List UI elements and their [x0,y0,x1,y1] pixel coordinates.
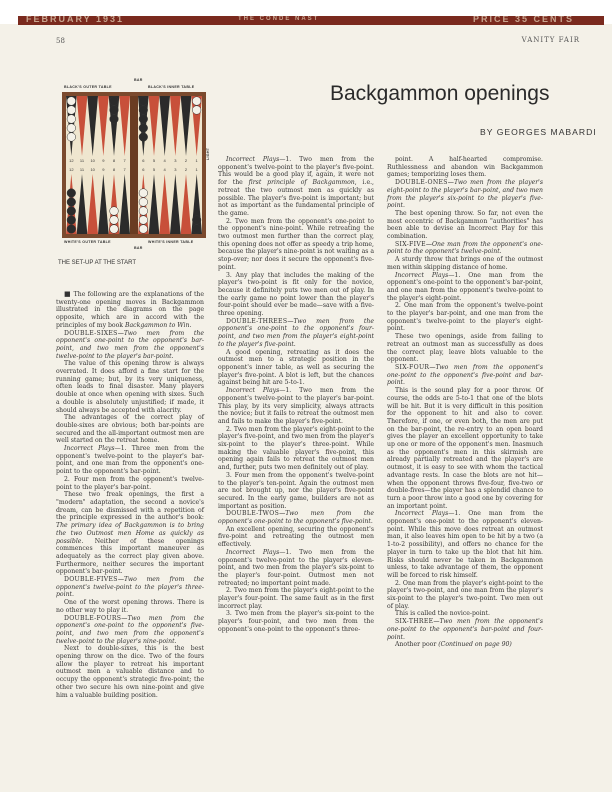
italic-text: Incorrect Plays [226,387,280,395]
paragraph [387,333,543,364]
backgammon-board-diagram [62,92,206,238]
page-number: 58 [56,37,65,45]
point-number-bottom: 2 [184,167,188,172]
paragraph [387,641,543,649]
checker [67,216,76,225]
paragraph [218,349,374,388]
paragraph [218,426,374,472]
move-heading: DOUBLE-SIXES [64,329,118,337]
checker [139,133,148,142]
label-bar-top: BAR [134,78,143,82]
text-column-3 [387,156,543,649]
paragraph [56,599,204,614]
italic-text: —Two men from the opponent's one-point to the opponent's five-point and bar-point. [387,363,543,387]
body-text: 2. Two men from the player's eight-point to the player's five-point, and two men from the player's six-point to the player's three-point. While making the valuable player's five-point, this opening again fails to retreat the outmost men and, further, puts two men definitely out of play. [218,425,374,472]
point-number-top: 5 [152,158,156,163]
body-text: 3. Two men from the player's six-point to the player's four-point, and two men from the opponent's one-point to the opponent's three- [218,610,374,633]
body-text: 3. Any play that includes the making of the player's two-point is fit only for the novice, because it definitely puts two men out of play. In the early game no point lower than the player's four-point should ever be made—save with a five-three opening. [218,271,374,318]
checker [139,124,148,133]
point-number-bottom: 11 [79,167,85,172]
paragraph [218,318,374,349]
paragraph [387,364,543,387]
point-number-top: 2 [184,158,188,163]
label-light: LIGHT [206,147,210,160]
paragraph [387,580,543,611]
checker [139,225,148,234]
checker [139,198,148,207]
body-text: —1. One man from the opponent's one-point to the opponent's bar-point, and one man from the opponent's twelve-point to the player's eight-point. [387,271,543,302]
checker [139,106,148,115]
paragraph [56,330,204,361]
italic-text: —Two men from the opponent's one-point to the opponent's bar-point and four-point. [387,618,543,641]
checker [192,97,201,106]
point-number-top: 8 [112,158,116,163]
italic-text: —One man from the opponent's one-point to the opponent's twelve-point. [387,240,543,256]
checker [139,216,148,225]
paragraph [56,414,204,445]
figure-caption: THE SET-UP AT THE START [58,260,137,266]
paragraph [387,610,543,618]
paragraph [56,645,204,699]
body-text: Another poor [395,641,439,649]
point-number-bottom: 9 [102,167,105,172]
text-column-2 [218,156,374,634]
checker [110,115,119,124]
paragraph [56,360,204,414]
body-text: The best opening throw. So far, not even the most eccentric of Backgammon "authorities" has been able to devise an Incorrect Play for this combination. [387,209,543,241]
move-heading: SIX-THREE [395,618,434,626]
paragraph [56,491,204,576]
move-heading: SIX-FOUR [395,363,430,371]
board-bar [130,96,138,234]
paragraph [218,387,374,426]
paragraph [56,476,204,491]
checker [67,106,76,115]
checker [67,207,76,216]
checker [110,207,119,216]
paragraph [387,256,543,271]
body-text: This is the sound play for a poor throw. Of course, the odds are 5-to-1 that one of the blots will be hit. But it is very difficult in this position for the opponent to hit and also to cover. Therefore, if one, or even both, the men are put on the bar-point, the re-entry to an open board gives the player an excellent opportunity to take up one or more of the opponent's men. Inasmuch as the opponent's men in this skirmish are already partially retreated and the player's are outmost, it is easy to see with whom the tactical advantage rests. In case the blots are not hit—when the opponent throws five-four, five-two or double-fives—the player has a splendid chance to turn a poor throw into a good one by covering for an important point. [387,387,543,510]
point-number-bottom: 5 [152,167,156,172]
checker [67,97,76,106]
point-number-top: 6 [142,158,145,163]
paragraph [218,218,374,272]
body-text: The value of this opening throw is always overrated. It does afford a fine start for the running game; but, by its very uniqueness, often leads to final disaster. Many players double at once when opening with sixes. Such a double is absolutely unjustified; if made, it should always be accepted with alacrity. [56,360,204,414]
body-text: —1. Three men from the opponent's twelve-point to the player's bar-point, and one man from the opponent's one-point to the opponent's bar-point. [56,445,204,476]
paragraph [387,156,543,179]
paragraph [218,587,374,610]
bullet-icon: ■ [64,290,74,298]
italic-text: Incorrect Plays [226,156,280,163]
point-number-bottom: 12 [69,167,74,172]
body-text: —1. Two men from the opponent's twelve-point to the player's five-point. This would be a good play if, again, it were not for the [218,156,374,187]
body-text: 2. Two men from the opponent's one-point to the opponent's nine-point. While retreating the two outmost men further than the correct play, this opening does not offer as speedy a trip home, because the player's nine-point is not waiting as a stop-over; nor does it secure the opponent's five-point. [218,217,375,271]
body-text: 2. Four men from the opponent's twelve-point to the player's bar-point. [56,475,204,491]
label-whites-outer-table: WHITE'S OUTER TABLE [64,240,111,244]
italic-text: first principle of Backgammon [248,179,355,187]
label-blacks-inner-table: BLACK'S INNER TABLE [148,85,195,89]
paragraph [387,272,543,303]
body-text: , i.e., retreat the two outmost men as quickly as possible. The player's five-point is important; but not as important as the fundamental principle of the game. [218,179,374,217]
point-number-bottom: 8 [112,167,116,172]
point-number-bottom: 3 [174,167,177,172]
move-heading: DOUBLE-THREES [226,317,288,325]
body-text: Next to double-sixes, this is the best opening throw on the dice. Two of the fours allow the player to retreat his important outmost men a valuable distance and to occupy the opponent's strategic five-point; the other two secure his own nine-point and give him a valuable building position. [56,645,204,699]
checker [67,115,76,124]
point-number-bottom: 4 [163,167,166,172]
label-whites-inner-table: WHITE'S INNER TABLE [148,240,194,244]
article-byline: BY GEORGES MABARDI [480,127,597,137]
italic-text: —Two men from the opponent's one-point to the opponent's bar-point, and two men from the opponent's twelve-point to the player's bar-point. [56,329,204,360]
body-text: —1. Two men from the opponent's twelve-point to the player's bar-point. This play, by its very simplicity, always attracts the novice; but it fails to retreat the outmost men and fails to make the player's five-point. [218,387,374,425]
body-text: point. A half-hearted compromise. Ruthlessness and abandon win Backgammon games; temporizing loses them. [387,156,543,179]
paragraph [387,241,543,256]
checker [139,115,148,124]
body-text: The following are the explanations of the twenty-one opening moves in Backgammon illustrated in the diagrams on the page opposite, which are in accord with the principles of my book [56,291,204,329]
point-number-top: 4 [163,158,166,163]
italic-text: —Two men from the opponent's one-point to the opponent's four-point, and two men from the player's eight-point to the player's five-point. [218,317,374,348]
point-number-top: 12 [69,158,74,163]
body-text: A sturdy throw that brings one of the outmost men within skipping distance of home. [387,256,543,271]
paragraph [218,526,374,549]
checker [67,198,76,207]
italic-text: Incorrect Plays [226,548,280,556]
move-heading: SIX-FIVE [395,240,426,248]
body-text: The advantages of the correct play of double-sixes are obvious; both bar-points are secured and the all-important outmost men are well started on the retreat home. [56,414,204,445]
point-number-bottom: 6 [142,167,145,172]
body-text: 2. One man from the player's eight-point to the player's two-point, and one man from the player's six-point to the player's two-point. Two men out of play. [387,579,543,610]
checker [192,106,201,115]
checker [67,133,76,142]
checker [67,225,76,234]
body-text: —1. One man from the opponent's one-point to the opponent's eleven-point. While this move does retreat an outmost man, it also leaves him open to be hit by a two (a 1-to-2 possibility), and offers no chance for the player in turn to take up the blot that hit him. Risks should never be taken in Backgammon unless, to take advantage of them, the opponent will be forced to risk himself. [387,510,543,579]
point-number-bottom: 7 [123,167,126,172]
point-number-bottom: 10 [90,167,95,172]
left-table [66,96,130,234]
move-heading: DOUBLE-FIVES [64,576,118,584]
point-number-top: 11 [79,158,85,163]
paragraph [387,179,543,210]
point-number-top: 10 [90,158,95,163]
paragraph [387,302,543,333]
italic-text: —Two men from the opponent's twelve-point to the player's three-point. [56,576,204,599]
move-heading: DOUBLE-TWOS [226,510,280,518]
checker [139,207,148,216]
italic-text: —Two men from the player's eight-point to the player's bar-point, and two men from the player's six-point to the player's five-point. [387,179,543,210]
paragraph [218,610,374,633]
paragraph [387,618,543,641]
magazine-name: VANITY FAIR [521,36,580,44]
masthead-left: FEBRUARY 1931 [26,16,125,24]
paragraph [218,272,374,318]
article-title: Backgammon openings [330,82,550,105]
paragraph [387,210,543,241]
masthead-mid: THE CONDÉ NAST [238,16,320,22]
right-table [138,96,202,234]
body-text: One of the worst opening throws. There is no other way to play it. [56,599,204,614]
checker [110,106,119,115]
checker [139,189,148,198]
paragraph [387,510,543,579]
move-heading: DOUBLE-ONES [395,179,448,187]
paragraph [218,472,374,511]
point-number-bottom: 1 [195,167,198,172]
label-blacks-outer-table: BLACK'S OUTER TABLE [64,85,112,89]
body-text: Neither of these openings commences this important maneuver as adequately as the correct play given above. Furthermore, neither secures the important opponent's bar-point. [56,537,204,576]
point-number-top: 9 [102,158,105,163]
masthead-right: PRICE 35 CENTS [473,16,575,24]
body-text: These two freak openings, the first a "modern" adaptation, the second a novice's dream, can be dismissed with a repetition of the principle expressed in the author's book: [56,491,204,522]
body-text: 2. One man from the opponent's twelve-point to the player's bar-point, and one man from the opponent's twelve-point to the player's eight-point. [387,302,543,333]
paragraph [56,615,204,646]
paragraph [56,445,204,476]
point-number-top: 7 [123,158,126,163]
paragraph [218,156,374,218]
body-text: These two openings, aside from failing to retreat an outmost man as successfully as does the correct play, leave blots valuable to the opponent. [387,333,543,364]
body-text: 2. Two men from the player's eight-point to the player's four-point. The same fault as in the first incorrect play. [218,587,374,610]
checker [139,97,148,106]
label-bar-bottom: BAR [134,246,143,250]
italic-text: —Two men from the opponent's one-point to the opponent's five-point. [218,510,374,526]
checker [67,124,76,133]
body-text: This is called the novice-point. [395,610,490,618]
move-heading: DOUBLE-FOURS [64,614,122,622]
italic-text: The primary idea of Backgammon is to bring the two Outmost men Home as quickly as possible. [56,522,204,545]
body-text: —1. Two men from the opponent's twelve-point to the player's eleven-point, and two men from the player's six-point to the player's four-point. Outmost men not retreated; no important point made. [218,548,374,587]
body-text: 3. Four men from the opponent's twelve-point to the player's ten-point. Again the outmost men are not brought up, nor the player's five-point secured. In the early game, builders are not as important as position. [218,471,374,510]
italic-text: Backgammon to Win. [124,321,192,329]
checker [192,216,201,225]
italic-text: —Two men from the opponent's one-point to the opponent's five-point, and two men from the opponent's twelve-point to the player's nine-point. [56,614,204,645]
point-number-top: 1 [195,158,198,163]
checker [110,225,119,234]
body-text: An excellent opening, securing the opponent's five-point and retreating the outmost men effectively. [218,525,374,549]
paragraph [218,510,374,525]
checker [110,97,119,106]
paragraph [218,549,374,588]
paragraph [56,576,204,599]
paragraph [56,291,204,330]
body-text: A good opening, retreating as it does the outmost men to a strategic position in the opponent's inner table, as well as securing the player's five-point. A blot is left, but the chances against being hit are 5-to-1. [218,348,374,387]
checker [67,189,76,198]
checker [192,225,201,234]
italic-text: Incorrect Plays [395,271,449,279]
italic-text: Incorrect Plays [64,445,115,453]
text-column-1 [56,291,204,699]
point-number-top: 3 [174,158,177,163]
checker [110,216,119,225]
masthead-strip [18,16,604,25]
italic-text: (Continued on page 90) [438,641,512,649]
paragraph [387,387,543,510]
italic-text: Incorrect Plays [395,510,449,518]
